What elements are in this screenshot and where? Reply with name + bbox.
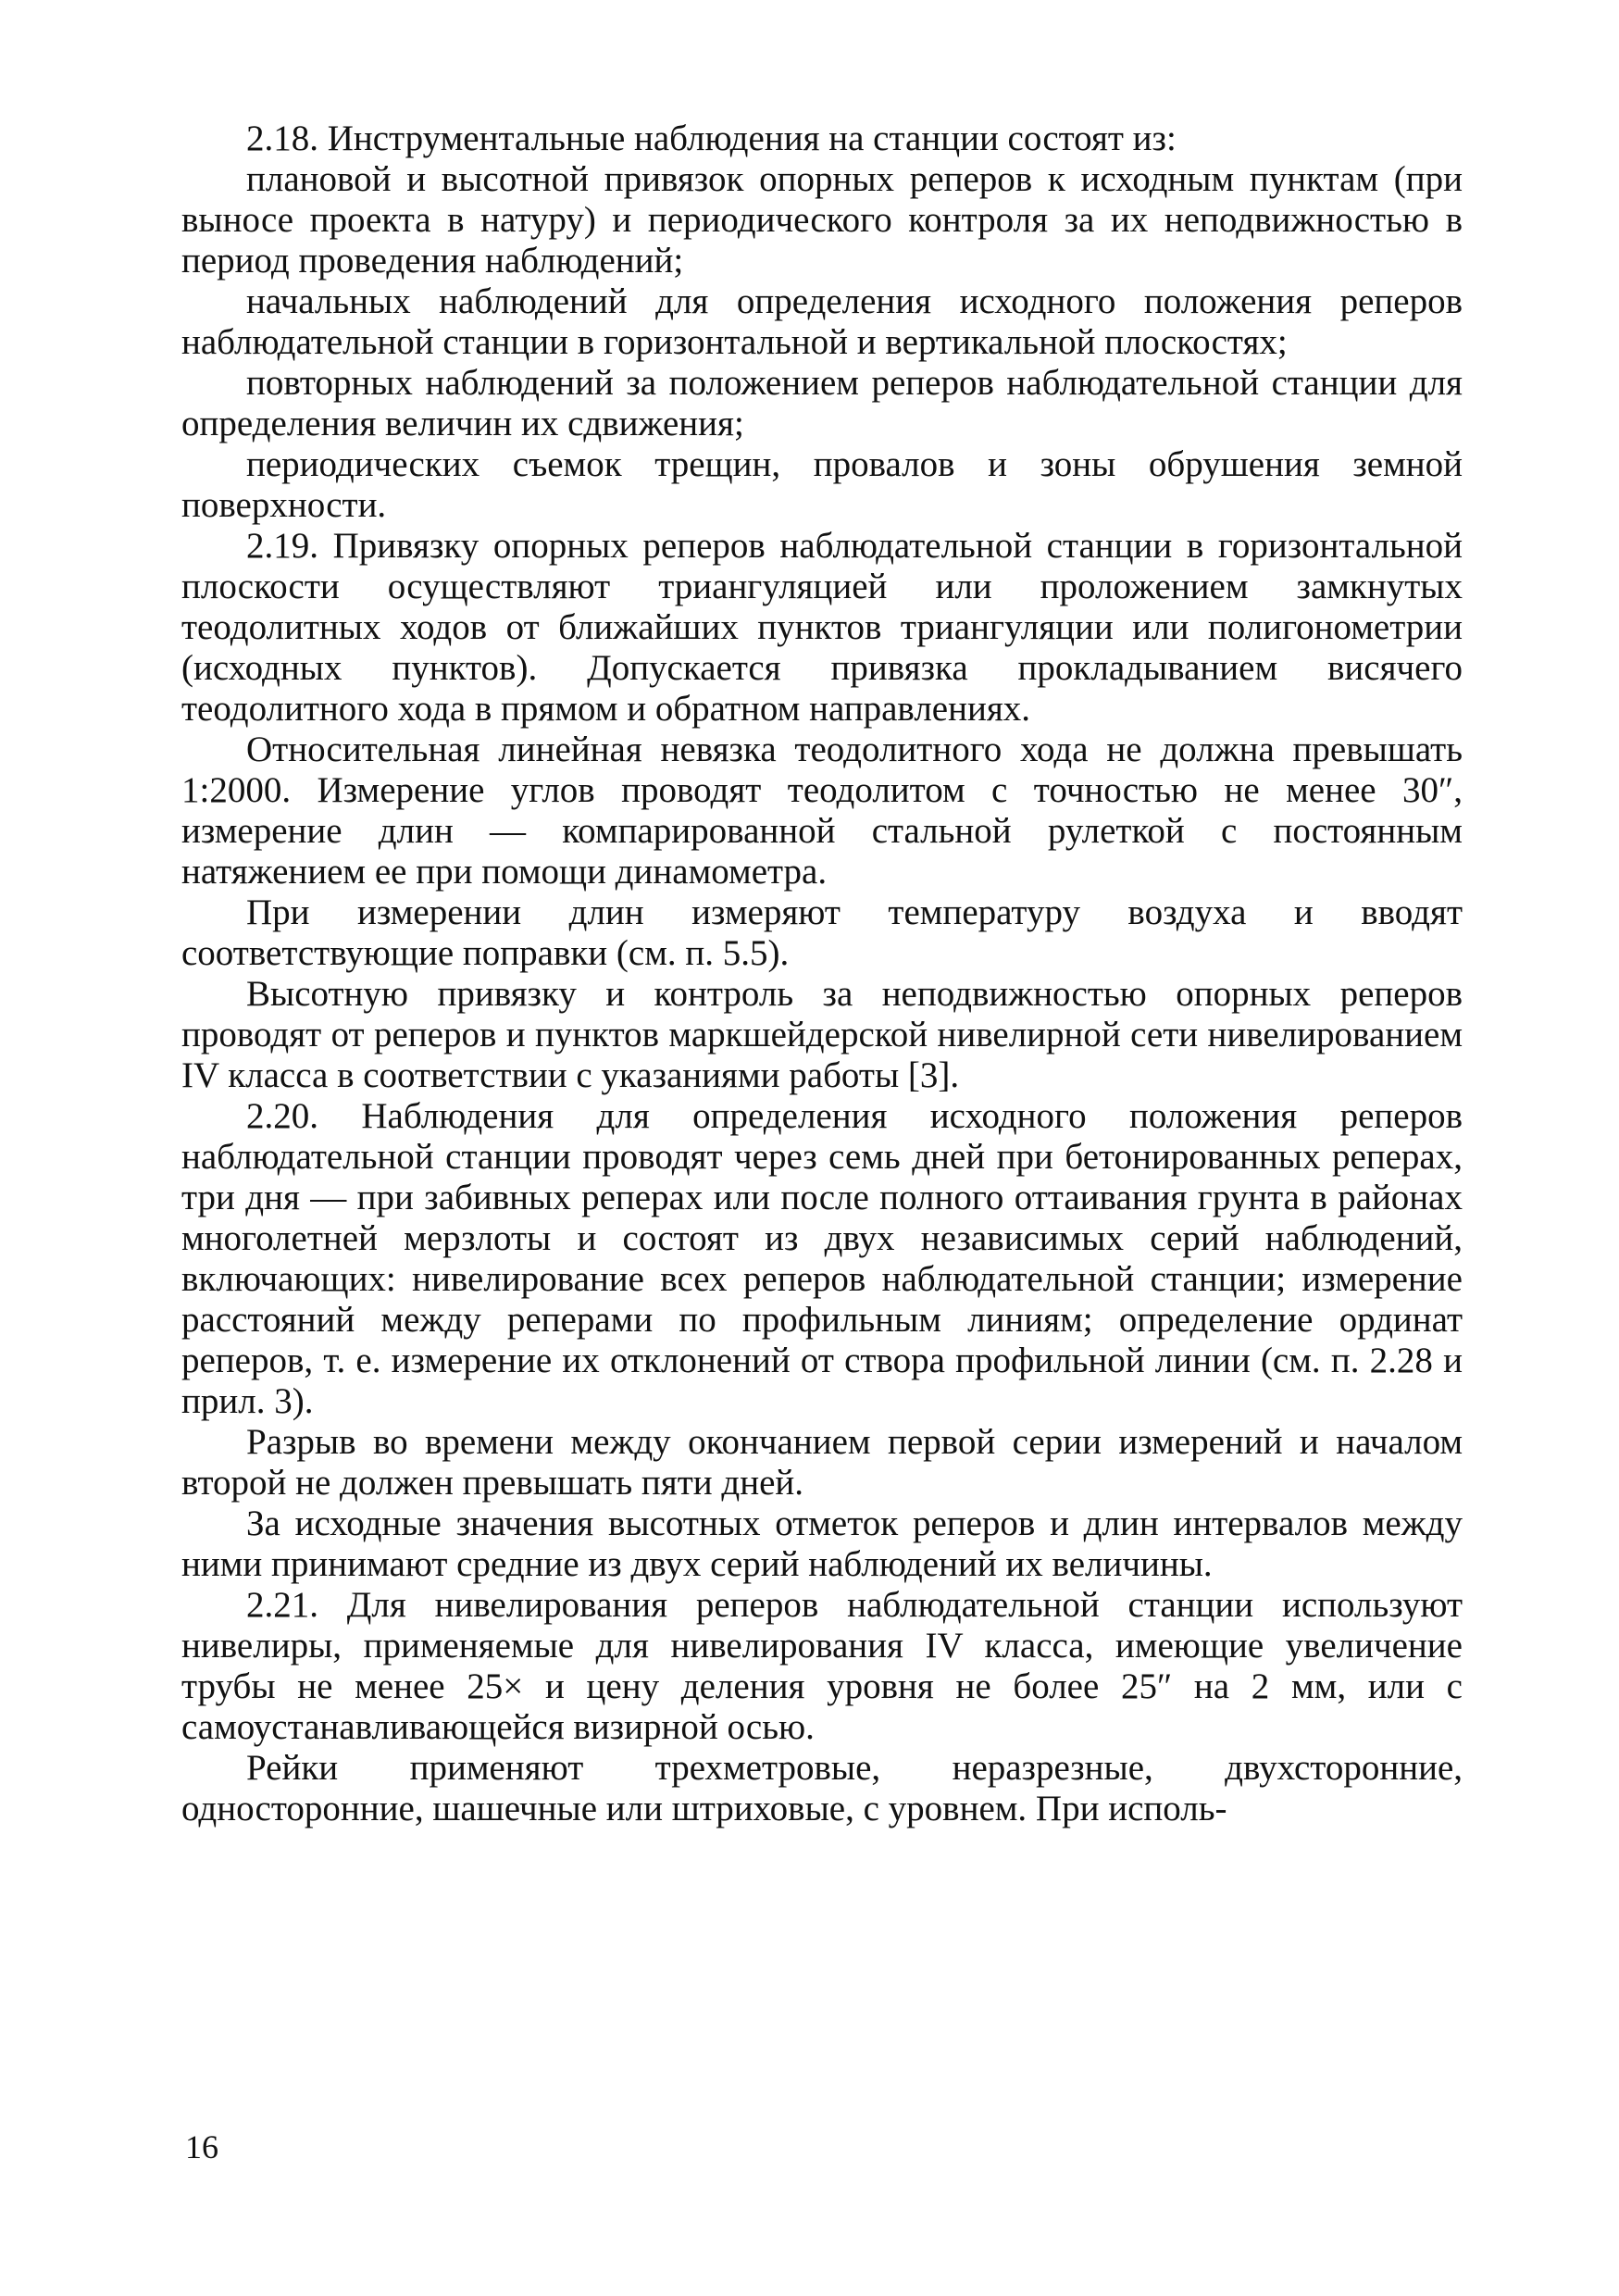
paragraph-2-21: 2.21. Для нивелирования реперов наблюдательной станции используют нивелиры, применяемые для нивелирования IV класса, имеющие увеличение трубы не менее 25× и цену деления уровня не более 25″ на 2 мм, или с самоустанавливающейся визирной осью. (181, 1585, 1463, 1747)
paragraph-time-gap: Разрыв во времени между окончанием первой серии измерений и началом второй не должен превышать пяти дней. (181, 1422, 1463, 1503)
paragraph-list-item-crack-surveys: периодических съемок трещин, провалов и зоны обрушения земной поверхности. (181, 444, 1463, 525)
paragraph-2-18-intro: 2.18. Инструментальные наблюдения на станции состоят из: (246, 119, 1177, 158)
paragraph-2-19: 2.19. Привязку опорных реперов наблюдательной станции в горизонтальной плоскости осуществляют триангуляцией или проложением замкнутых теодолитных ходов от ближайших пунктов триангуляции или полигонометрии (исходных пунктов). Допускается привязка прокладыванием висячего теодолитного хода в прямом и обратном направлениях. (181, 526, 1463, 729)
document-page (181, 119, 1463, 1829)
paragraph-list-item-repeat-observations: повторных наблюдений за положением реперов наблюдательной станции для определения величин их сдвижения; (181, 363, 1463, 443)
paragraph-initial-values: За исходные значения высотных отметок реперов и длин интервалов между ними принимают средние из двух серий наблюдений их величины. (181, 1504, 1463, 1584)
paragraph-height-binding: Высотную привязку и контроль за неподвижностью опорных реперов проводят от реперов и пунктов маркшейдерской нивелирной сети нивелированием IV класса в соответствии с указаниями работы [3]. (181, 974, 1463, 1095)
paragraph-list-item-binding: плановой и высотной привязок опорных реперов к исходным пунктам (при выносе проекта в натуру) и периодического контроля за их неподвижностью в период проведения наблюдений; (181, 159, 1463, 281)
paragraph-2-20: 2.20. Наблюдения для определения исходного положения реперов наблюдательной станции проводят через семь дней при бетонированных реперах, три дня — при забивных реперах или после полного оттаивания грунта в районах многолетней мерзлоты и состоят из двух независимых серий наблюдений, включающих: нивелирование всех реперов наблюдательной станции; измерение расстояний между реперами по профильным линиям; определение ординат реперов, т. е. измерение их отклонений от створа профильной линии (см. п. 2.28 и прил. 3). (181, 1096, 1463, 1421)
page-number: 16 (185, 2128, 218, 2165)
paragraph-linear-misclosure: Относительная линейная невязка теодолитного хода не должна превышать 1:2000. Измерение углов проводят теодолитом с точностью не менее 30″, измерение длин — компарированной стальной рулеткой с постоянным натяжением ее при помощи динамометра. (181, 730, 1463, 892)
paragraph-staffs: Рейки применяют трехметровые, неразрезные, двухсторонние, односторонние, шашечные или штриховые, с уровнем. При исполь- (181, 1748, 1463, 1828)
paragraph-list-item-initial-observations: начальных наблюдений для определения исходного положения реперов наблюдательной станции в горизонтальной и вертикальной плоскостях; (181, 281, 1463, 362)
paragraph-temperature: При измерении длин измеряют температуру воздуха и вводят соответствующие поправки (см. п. 5.5). (181, 892, 1463, 973)
